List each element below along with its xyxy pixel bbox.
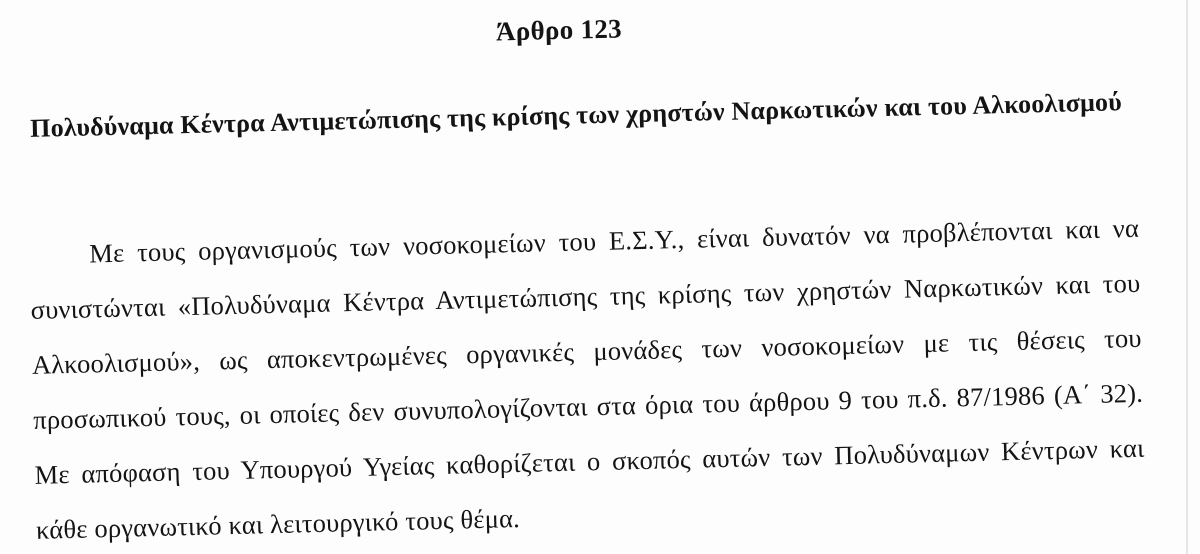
article-paragraph: Με τους οργανισμούς των νοσοκομείων του Ε.Σ.Υ., είναι δυνατόν να προβλέπονται και να συνιστώνται «Πολυδύναμα Κέντρα Αντιμετώπισης της κρίσης των χρηστών Ναρκωτικών και του Αλκοολισμού», ως αποκεντρωμένες οργανικές μονάδες των νοσοκομείων με τις θέσεις του προσωπικού τους, οι οποίες δεν συνυπολογίζονται στα όρια του άρθρου 9 του π.δ. 87/1986 (Α΄ 32). Με απόφαση του Υπουργού Υγείας καθορίζεται ο σκοπός αυτών των Πολυδύναμων Κέντρων και κάθε οργανωτικό και λειτουργικό τους θέμα.: [30, 212, 1145, 545]
article-heading: Πολυδύναμα Κέντρα Αντιμετώπισης της κρίσης των χρηστών Ναρκωτικών και του Αλκοολισμού: [29, 87, 1123, 143]
article-title: Άρθρο 123: [495, 13, 623, 47]
